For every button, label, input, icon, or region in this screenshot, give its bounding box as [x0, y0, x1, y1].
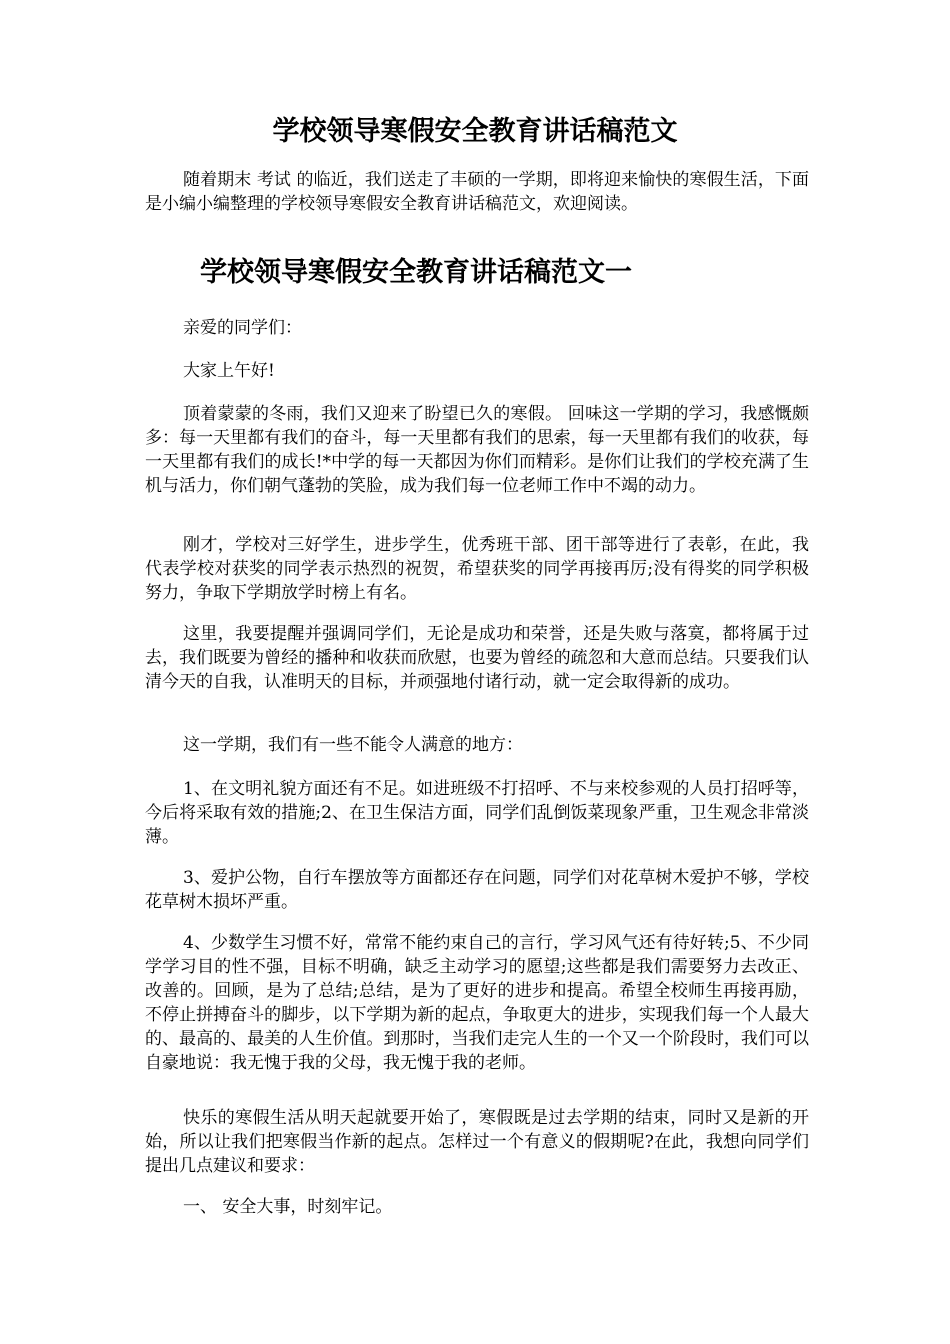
body-paragraph: 1、在文明礼貌方面还有不足。如进班级不打招呼、不与来校参观的人员打招呼等，今后将采取有效的措施;2、在卫生保洁方面，同学们乱倒饭菜现象严重，卫生观念非常淡薄。	[145, 779, 809, 847]
body-paragraph-greeting: 大家上午好!	[183, 361, 275, 381]
document-title: 学校领导寒假安全教育讲话稿范文	[272, 116, 678, 147]
body-paragraph: 快乐的寒假生活从明天起就要开始了，寒假既是过去学期的结束，同时又是新的开始，所以让我们把寒假当作新的起点。怎样过一个有意义的假期呢?在此，我想向同学们提出几点建议和要求：	[145, 1108, 809, 1176]
intro-paragraph: 随着期末 考试 的临近，我们送走了丰硕的一学期，即将迎来愉快的寒假生活，下面是小编小编整理的学校领导寒假安全教育讲话稿范文，欢迎阅读。	[145, 170, 809, 214]
section-title: 学校领导寒假安全教育讲话稿范文一	[200, 257, 632, 288]
body-paragraph: 顶着蒙蒙的冬雨，我们又迎来了盼望已久的寒假。 回味这一学期的学习，我感慨颇多：每一天里都有我们的奋斗，每一天里都有我们的思索，每一天里都有我们的收获，每一天里都有我们的成长!*中学的每一天都因为你们而精彩。是你们让我们的学校充满了生机与活力，你们朝气蓬勃的笑脸，成为我们每一位老师工作中不竭的动力。	[145, 404, 809, 496]
body-paragraph: 刚才，学校对三好学生，进步学生，优秀班干部、团干部等进行了表彰，在此，我代表学校对获奖的同学表示热烈的祝贺，希望获奖的同学再接再厉;没有得奖的同学积极努力，争取下学期放学时榜上有名。	[145, 535, 809, 603]
body-paragraph-salutation: 亲爱的同学们：	[183, 318, 302, 338]
body-paragraph: 这里，我要提醒并强调同学们，无论是成功和荣誉，还是失败与落寞，都将属于过去，我们既要为曾经的播种和收获而欣慰，也要为曾经的疏忽和大意而总结。只要我们认清今天的自我，认准明天的目标，并顽强地付诸行动，就一定会取得新的成功。	[145, 624, 809, 692]
body-paragraph-list-item: 一、 安全大事，时刻牢记。	[183, 1197, 393, 1217]
body-paragraph: 3、爱护公物，自行车摆放等方面都还存在问题，同学们对花草树木爱护不够，学校花草树木损坏严重。	[145, 868, 809, 912]
body-paragraph: 4、少数学生习惯不好，常常不能约束自己的言行，学习风气还有待好转;5、不少同学学习目的性不强，目标不明确，缺乏主动学习的愿望;这些都是我们需要努力去改正、改善的。回顾，是为了总结;总结，是为了更好的进步和提高。希望全校师生再接再励，不停止拼搏奋斗的脚步，以下学期为新的起点，争取更大的进步，实现我们每一个人最大的、最高的、最美的人生价值。到那时，当我们走完人生的一个又一个阶段时，我们可以自豪地说：我无愧于我的父母，我无愧于我的老师。	[145, 933, 809, 1073]
body-paragraph: 这一学期，我们有一些不能令人满意的地方：	[183, 735, 523, 755]
